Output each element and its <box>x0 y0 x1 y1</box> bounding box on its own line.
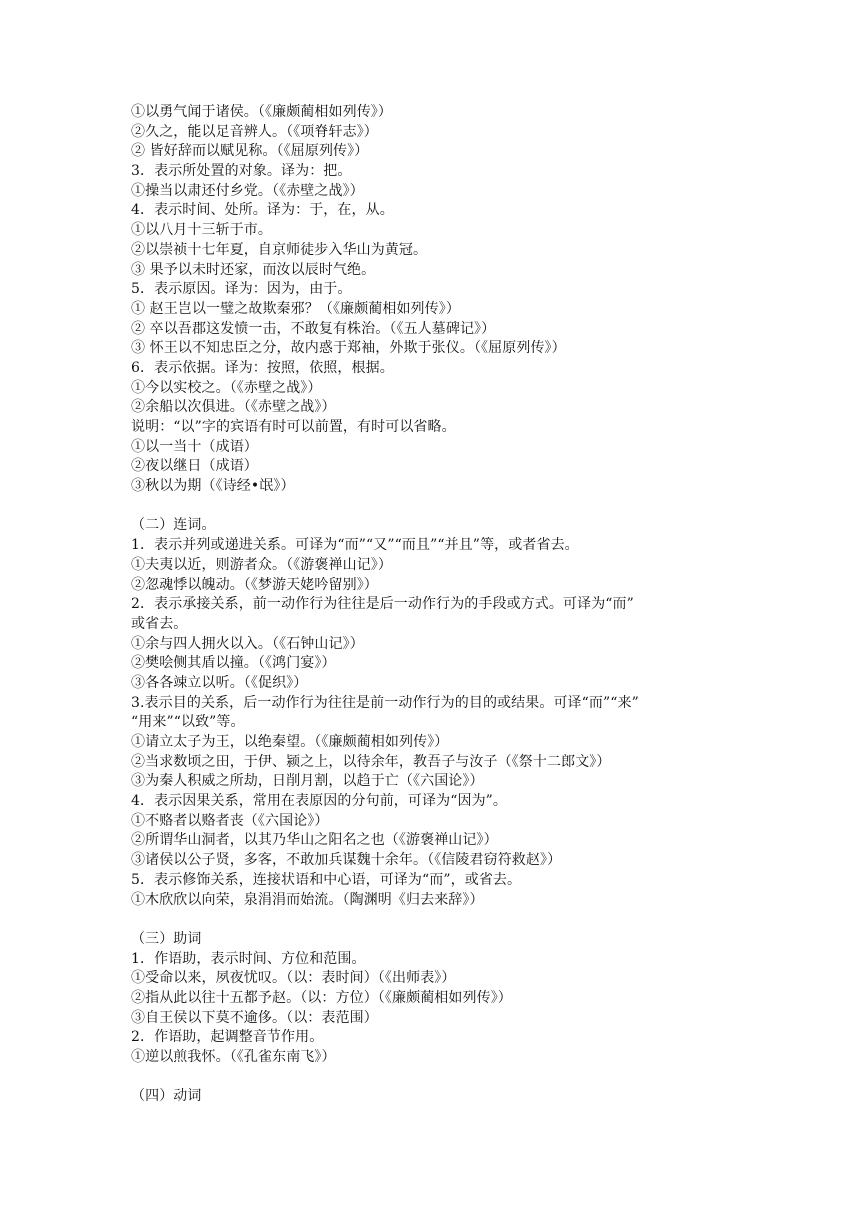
text-line: 1．作语助，表示时间、方位和范围。 <box>131 950 366 967</box>
text-line: “用来”“以致”等。 <box>131 714 245 731</box>
text-line: ①操当以肃还付乡党。（《赤壁之战》） <box>131 182 364 199</box>
text-line: ②指从此以往十五都予赵。（以：方位）（《廉颇蔺相如列传》） <box>131 989 512 1006</box>
blank-line <box>131 1068 711 1088</box>
text-line: ②久之，能以足音辨人。（《项脊轩志》） <box>131 123 378 140</box>
blank-line <box>131 910 711 930</box>
text-line: 3.表示目的关系，后一动作行为往往是前一动作行为的目的或结果。可译“而”“来” <box>131 694 639 711</box>
text-line: 4．表示时间、处所。译为：于，在，从。 <box>131 202 394 219</box>
text-line: ② 卒以吾郡这发愤一击，不敢复有株治。（《五人墓碑记》） <box>131 320 496 337</box>
text-line: 1．表示并列或递进关系。可译为“而”“又”“而且”“并且”等，或者省去。 <box>131 537 579 554</box>
text-line: 2．作语助，起调整音节作用。 <box>131 1029 324 1046</box>
section-heading: （三）助词 <box>131 930 202 947</box>
text-line: 5．表示修饰关系，连接状语和中心语，可译为“而”，或省去。 <box>131 871 522 888</box>
text-line: ③ 怀王以不知忠臣之分，故内惑于郑袖，外欺于张仪。（《屈原列传》） <box>131 340 566 357</box>
text-line: ③秋以为期（《诗经•氓》） <box>131 478 295 495</box>
text-line: ①不赂者以赂者丧（《六国论》） <box>131 812 329 829</box>
text-line: ②余船以次俱进。（《赤壁之战》） <box>131 399 336 416</box>
text-line: 4．表示因果关系，常用在表原因的分句前，可译为“因为”。 <box>131 793 508 810</box>
text-line: ③各各竦立以听。（《促织》） <box>131 674 308 691</box>
text-line: 2．表示承接关系，前一动作行为往往是后一动作行为的手段或方式。可译为“而” <box>131 596 634 613</box>
text-line: ① 赵王岂以一璧之故欺秦邪？（《廉颇蔺相如列传》） <box>131 300 460 317</box>
text-line: ③诸侯以公子贤，多客，不敢加兵谋魏十余年。（《信陵君窃符救赵》） <box>131 852 562 869</box>
section-heading: （二）连词。 <box>131 517 216 534</box>
text-line: ②夜以继日（成语） <box>131 458 258 475</box>
text-line: 说明：“以”字的宾语有时可以前置，有时可以省略。 <box>131 419 456 435</box>
text-line: ①请立太子为王，以绝秦望。（《廉颇蔺相如列传》） <box>131 734 449 750</box>
text-line: ①余与四人拥火以入。（《石钟山记》） <box>131 635 364 652</box>
text-line: ①今以实校之。（《赤壁之战》） <box>131 379 322 396</box>
text-line: ③自王侯以下莫不逾侈。（以：表范围） <box>131 1009 378 1026</box>
text-line: ②所谓华山洞者，以其乃华山之阳名之也（《游褒禅山记》） <box>131 832 498 849</box>
text-line: ③为秦人积威之所劫，日削月割，以趋于亡（《六国论》） <box>131 773 484 790</box>
section-heading: （四）动词 <box>131 1088 202 1105</box>
text-line: ②以崇祯十七年夏，自京师徒步入华山为黄冠。 <box>131 241 428 258</box>
text-line: 3．表示所处置的对象。译为：把。 <box>131 163 352 180</box>
text-line: ②当求数顷之田，于伊、颍之上，以待余年，教吾子与汝子（《祭十二郎文》） <box>131 753 611 770</box>
text-line: ①木欣欣以向荣，泉涓涓而始流。（陶渊明《归去来辞》） <box>131 891 484 908</box>
text-line: ①夫夷以近，则游者众。（《游褒禅山记》） <box>131 556 392 573</box>
text-line: ①以八月十三斩于市。 <box>131 222 272 239</box>
document-body <box>131 103 711 1107</box>
text-line: ② 皆好辞而以赋见称。（《屈原列传》） <box>131 143 369 160</box>
blank-line <box>131 497 711 517</box>
text-line: ②忽魂悸以魄动。（《梦游天姥吟留别》） <box>131 576 378 593</box>
text-line: ③ 果予以未时还家，而汝以辰时气绝。 <box>131 261 376 278</box>
text-line: ①受命以来，夙夜忧叹。（以：表时间）（《出师表》） <box>131 970 456 987</box>
text-line: 或省去。 <box>131 615 188 632</box>
text-line: ②樊哙侧其盾以撞。（《鸿门宴》） <box>131 655 336 672</box>
text-line: ①以勇气闻于诸侯。（《廉颇蔺相如列传》） <box>131 104 392 120</box>
text-line: 6．表示依据。译为：按照，依照，根据。 <box>131 359 394 376</box>
text-line: ①逆以煎我怀。（《孔雀东南飞》） <box>131 1049 336 1065</box>
text-line: 5．表示原因。译为：因为，由于。 <box>131 281 352 298</box>
text-line: ①以一当十（成语） <box>131 438 258 455</box>
